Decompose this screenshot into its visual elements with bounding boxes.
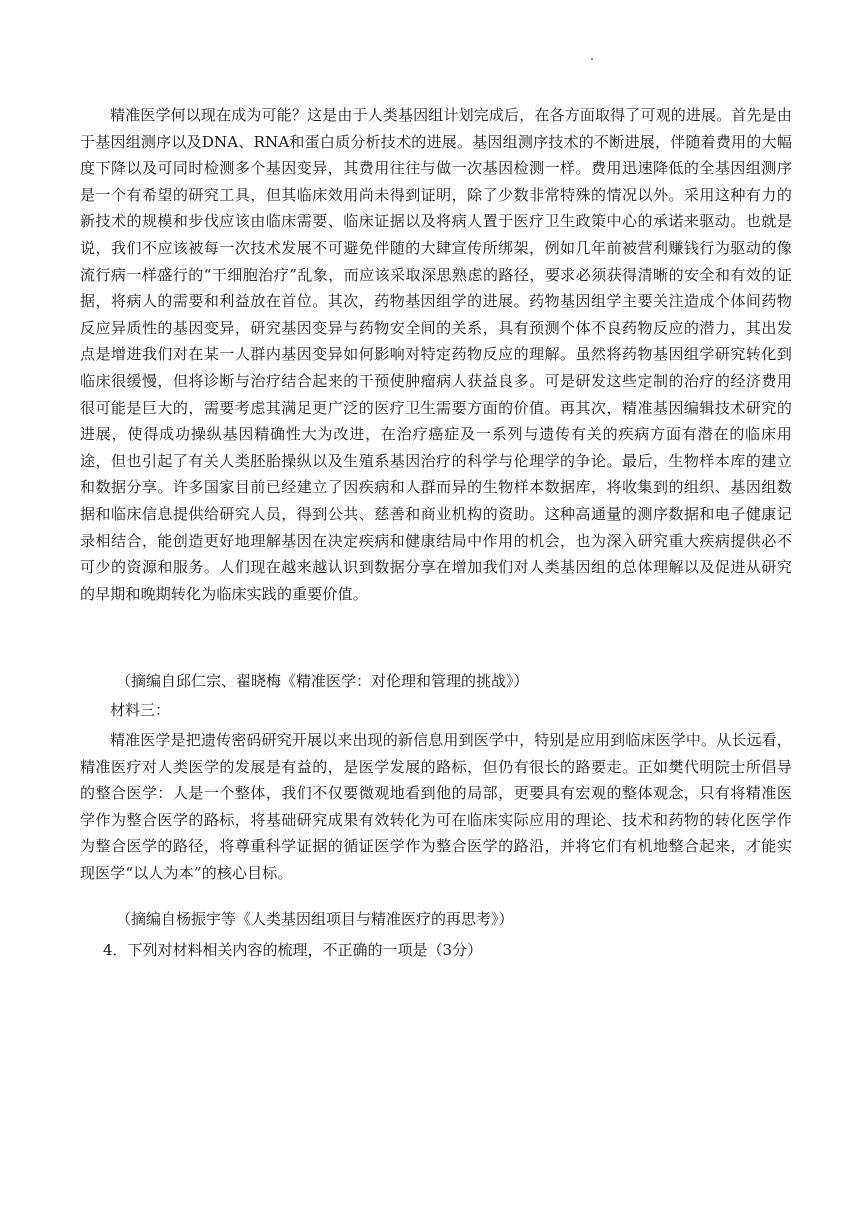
- material-three-label: 材料三：: [110, 701, 171, 719]
- source-citation-1: （摘编自邱仁宗、翟晓梅《精准医学：对伦理和管理的挑战》）: [116, 672, 529, 690]
- paragraph-main: 精准医学何以现在成为可能？这是由于人类基因组计划完成后，在各方面取得了可观的进展。首先是由于基因组测序以及DNA、RNA和蛋白质分析技术的进展。基因组测序技术的不断进展，伴随着费用的大幅度下降以及可同时检测多个基因变异，其费用往往与做一次基因检测一样。费用迅速降低的全基因组测序是一个有希望的研究工具，但其临床效用尚未得到证明，除了少数非常特殊的情况以外。采用这种有力的新技术的规模和步伐应该由临床需要、临床证据以及将病人置于医疗卫生政策中心的承诺来驱动。也就是说，我们不应该被每一次技术发展不可避免伴随的大肆宣传所绑架，例如几年前被营利赚钱行为驱动的像流行病一样盛行的“干细胞治疗”乱象，而应该采取深思熟虑的路径，要求必须获得清晰的安全和有效的证据，将病人的需要和利益放在首位。其次，药物基因组学的进展。药物基因组学主要关注造成个体间药物反应异质性的基因变异，研究基因变异与药物安全间的关系，具有预测个体不良药物反应的潜力，其出发点是增进我们对在某一人群内基因变异如何影响对特定药物反应的理解。虽然将药物基因组学研究转化到临床很缓慢，但将诊断与治疗结合起来的干预使肿瘤病人获益良多。可是研发这些定制的治疗的经济费用很可能是巨大的，需要考虑其满足更广泛的医疗卫生需要方面的价值。再其次，精准基因编辑技术研究的进展，使得成功操纵基因精确性大为改进，在治疗癌症及一系列与遗传有关的疾病方面有潜在的临床用途，但也引起了有关人类胚胎操纵以及生殖系基因治疗的科学与伦理学的争论。最后，生物样本库的建立和数据分享。许多国家目前已经建立了因疾病和人群而异的生物样本数据库，将收集到的组织、基因组数据和临床信息提供给研究人员，得到公共、慈善和商业机构的资助。这种高通量的测序数据和电子健康记录相结合，能创造更好地理解基因在决定疾病和健康结局中作用的机会，也为深入研究重大疾病提供必不可少的资源和服务。人们现在越来越认识到数据分享在增加我们对人类基因组的总体理解以及促进从研究的早期和晚期转化为临床实践的重要价值。: [80, 106, 792, 603]
- paragraph-material-three: 精准医学是把遗传密码研究开展以来出现的新信息用到医学中，特别是应用到临床医学中。从长远看，精准医疗对人类医学的发展是有益的，是医学发展的路标，但仍有很长的路要走。正如樊代明院士所倡导的整合医学：人是一个整体，我们不仅要微观地看到他的局部，更要具有宏观的整体观念，只有将精准医学作为整合医学的路标，将基础研究成果有效转化为可在临床实际应用的理论、技术和药物的转化医学作为整合医学的路径，将尊重科学证据的循证医学作为整合医学的路沿，并将它们有机地整合起来，才能实现医学“以人为本”的核心目标。: [80, 731, 792, 882]
- question-4: 4．下列对材料相关内容的梳理，不正确的一项是（3分）: [103, 941, 483, 959]
- source-citation-2: （摘编自杨振宇等《人类基因组项目与精准医疗的再思考》）: [116, 910, 514, 928]
- page-dot-mark: [591, 58, 593, 60]
